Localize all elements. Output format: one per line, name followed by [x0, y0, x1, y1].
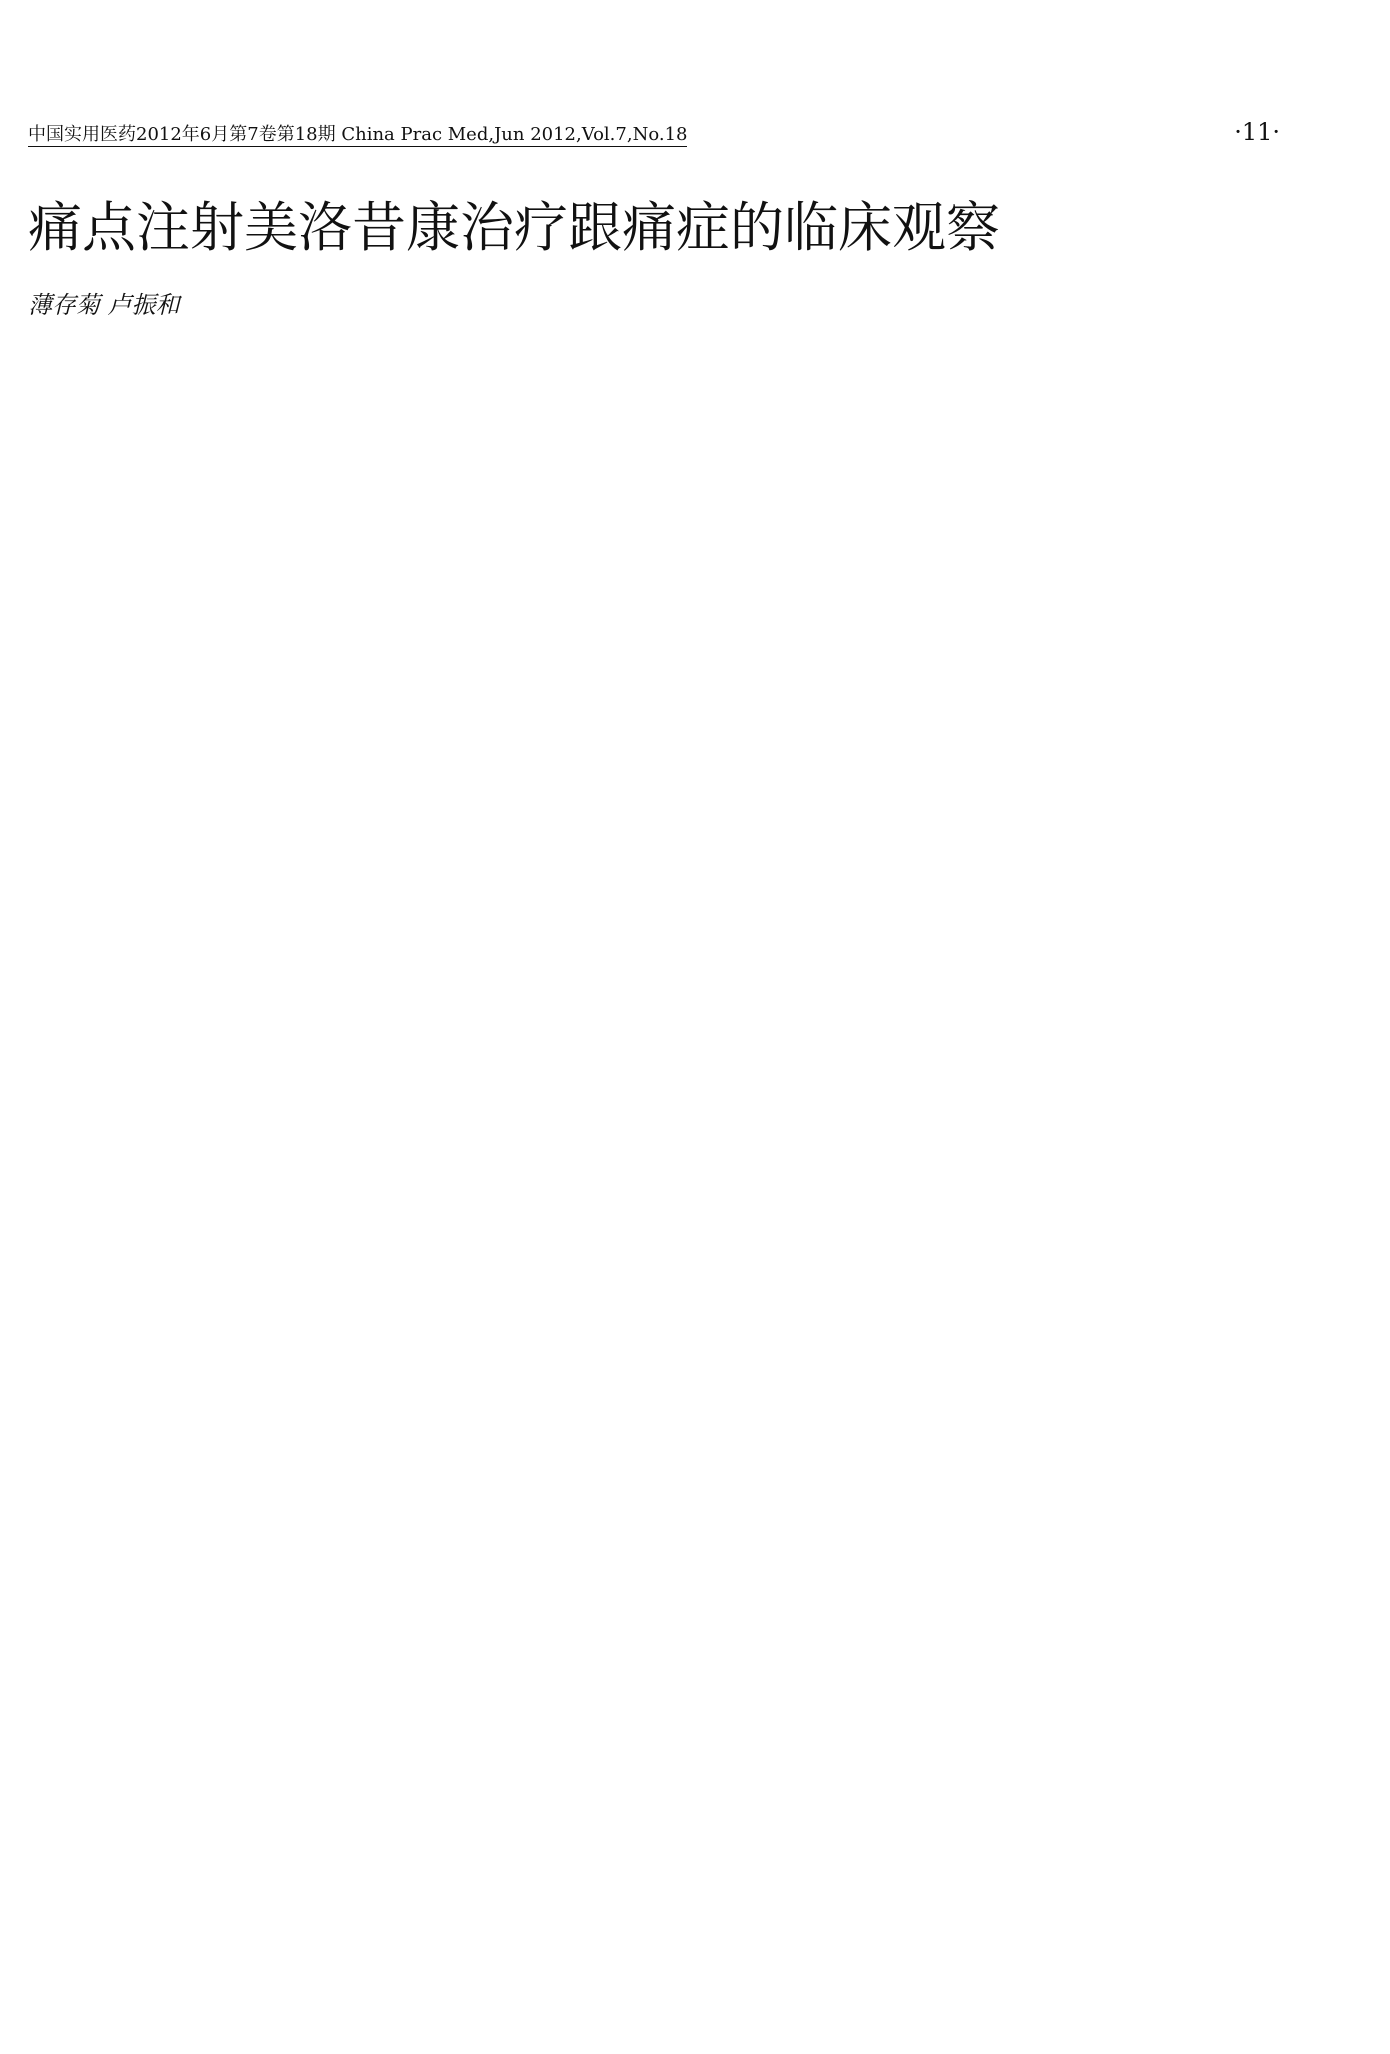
page-number: ·11·: [1234, 118, 1280, 146]
running-header: 中国实用医药2012年6月第7卷第18期 China Prac Med,Jun 2012,Vol.7,No.18: [28, 120, 687, 147]
authors: 薄存菊 卢振和: [28, 291, 180, 319]
article-title: 痛点注射美洛昔康治疗跟痛症的临床观察: [28, 196, 1000, 259]
